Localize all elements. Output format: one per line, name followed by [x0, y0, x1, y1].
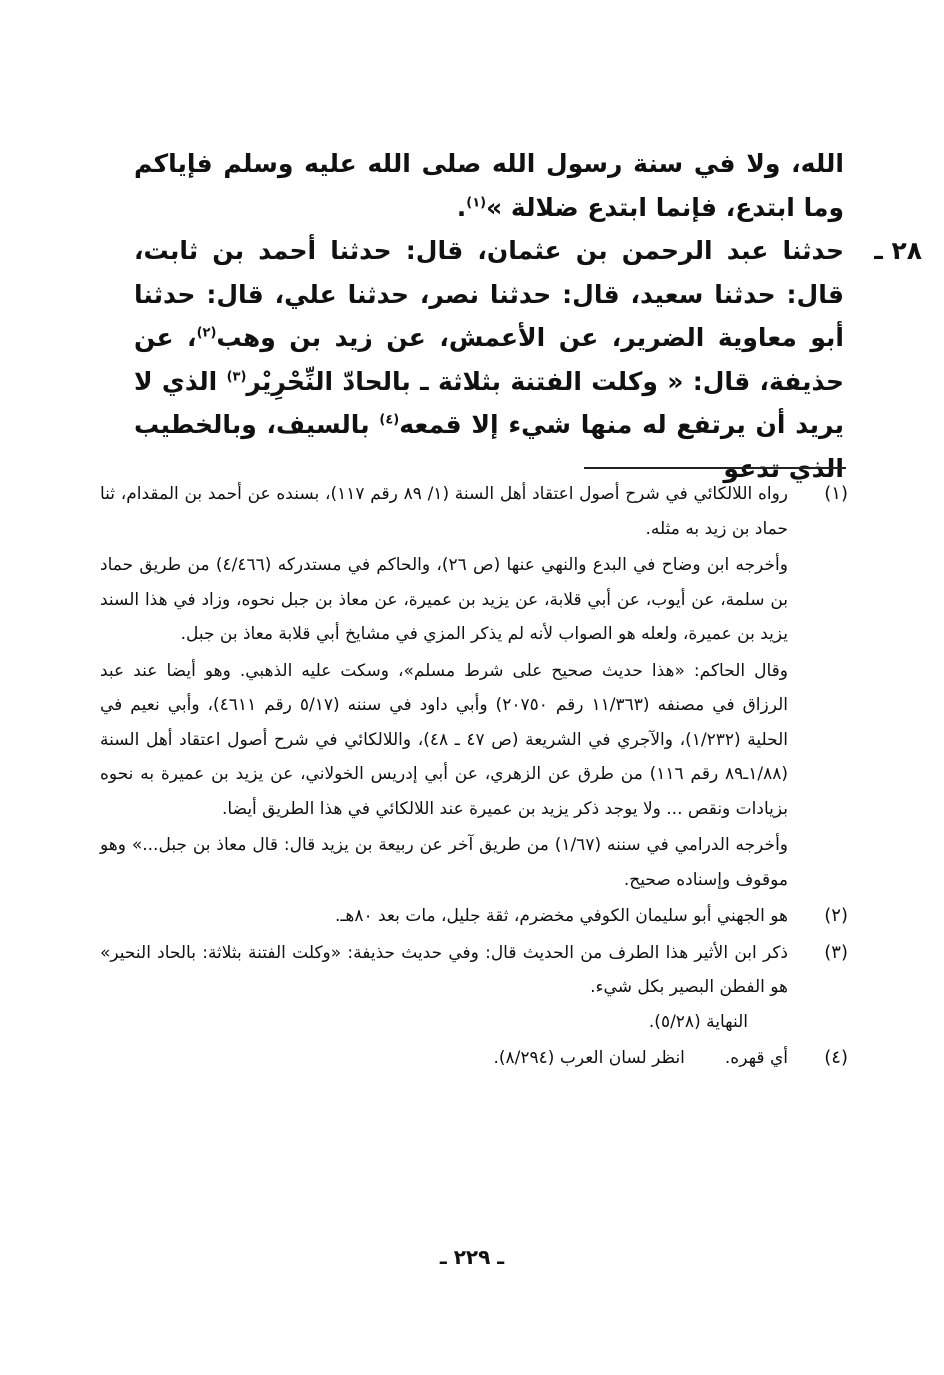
footnote-paragraph: وقال الحاكم: «هذا حديث صحيح على شرط مسلم»، وسكت عليه الذهبي. وهو أيضا عند عبد الرزاق في مصنفه (١١/٣٦٣ رقم ٢٠٧٥٠) وأبي داود في سننه (٥/١٧ رقم ٤٦١١)، وأبي نعيم في الحلية (١/٢٣٢)، والآجري في الشريعة (ص ٤٧ ـ ٤٨)، واللالكائي في شرح أصول اعتقاد أهل السنة (١/٨٨ـ٨٩ رقم ١١٦) من طرق عن الزهري، عن أبي إدريس الخولاني، عن يزيد بن عميرة به نحوه بزيادات ونقص ... ولا يوجد ذكر يزيد بن عميرة عند اللالكائي في هذا الطريق أيضا.: [100, 660, 788, 819]
footnote-marker-4[interactable]: (٤): [379, 412, 400, 428]
footnote-paragraph: ذكر ابن الأثير هذا الطرف من الحديث قال: وفي حديث حذيفة: «وكلت الفتنة بثلاثة: بالحاد النحير» هو الفطن البصير بكل شيء.: [100, 942, 788, 997]
footnote-number: (٢): [824, 905, 848, 926]
hadith-text-part3: الذي لا يريد أن يرتفع له منها شيء إلا قمعه: [134, 366, 844, 439]
continuation-end: .: [456, 192, 467, 222]
footnote-reference: النهاية (٥/٢٨).: [648, 1011, 748, 1032]
footnote-2: [100, 899, 848, 934]
footnote-paragraph: وأخرجه الدرامي في سننه (١/٦٧) من طريق آخر عن ربيعة بن يزيد قال: قال معاذ بن جبل...» وهو موقوف وإسناده صحيح.: [100, 835, 789, 890]
footnote-marker-2[interactable]: (٢): [196, 325, 217, 341]
footnote-3: [100, 936, 848, 1040]
hadith-number: ٢٨ ـ: [874, 236, 922, 265]
footnote-paragraph: هو الجهني أبو سليمان الكوفي مخضرم، ثقة جليل، مات بعد ٨٠هـ.: [335, 906, 788, 926]
hadith-text-part4: بالسيف، وبالخطيب الذي تدعو: [134, 410, 844, 483]
footnote-4: [100, 1041, 848, 1076]
hadith-28: [134, 229, 922, 490]
main-text: [134, 142, 922, 490]
footnote-paragraph: رواه اللالكائي في شرح أصول اعتقاد أهل السنة (١/ ٨٩ رقم ١١٧)، بسنده عن أحمد بن المقدام، ثنا حماد بن زيد به مثله.: [100, 484, 788, 539]
footnotes: [100, 477, 848, 1078]
footnote-line: [100, 1041, 788, 1076]
hadith-text-part2: ، عن حذيفة، قال: « وكلت الفتنة بثلاثة ـ بالحادّ النِّحْرِيْر: [134, 323, 844, 396]
footnote-number: (١): [824, 483, 848, 504]
footnote-marker-3[interactable]: (٣): [226, 369, 247, 385]
footnote-paragraph: وأخرجه ابن وضاح في البدع والنهي عنها (ص ٢٦)، والحاكم في مستدركه (٤/٤٦٦) من طريق حماد بن سلمة، عن أيوب، عن أبي قلابة، عن يزيد بن عميرة، عن معاذ بن جبل نحوه، وزاد في هذا السند يزيد بن عميرة، ولعله هو الصواب لأنه لم يذكر المزي في مشايخ أبي قلابة معاذ بن جبل.: [100, 555, 788, 644]
continuation-paragraph: [134, 142, 844, 229]
footnote-paragraph: أي قهره.: [724, 1048, 788, 1068]
continuation-text: الله، ولا في سنة رسول الله صلى الله عليه وسلم فإياكم وما ابتدع، فإنما ابتدع ضلالة »: [134, 149, 844, 222]
page-number: ـ ٢٢٩ ـ: [439, 1245, 505, 1269]
footnote-marker-1[interactable]: (١): [466, 195, 487, 211]
footnote-1: [100, 477, 848, 897]
footnote-number: (٤): [824, 1047, 848, 1068]
footnote-number: (٣): [824, 941, 848, 963]
hadith-text: [134, 229, 844, 490]
hadith-text-part1: حدثنا عبد الرحمن بن عثمان، قال: حدثنا أحمد بن ثابت، قال: حدثنا سعيد، قال: حدثنا نصر، حدثنا علي، قال: حدثنا أبو معاوية الضرير، عن الأعمش، عن زيد بن وهب: [134, 236, 844, 352]
footnote-reference: انظر لسان العرب (٨/٢٩٤).: [493, 1048, 685, 1068]
footnote-divider: [584, 467, 846, 469]
